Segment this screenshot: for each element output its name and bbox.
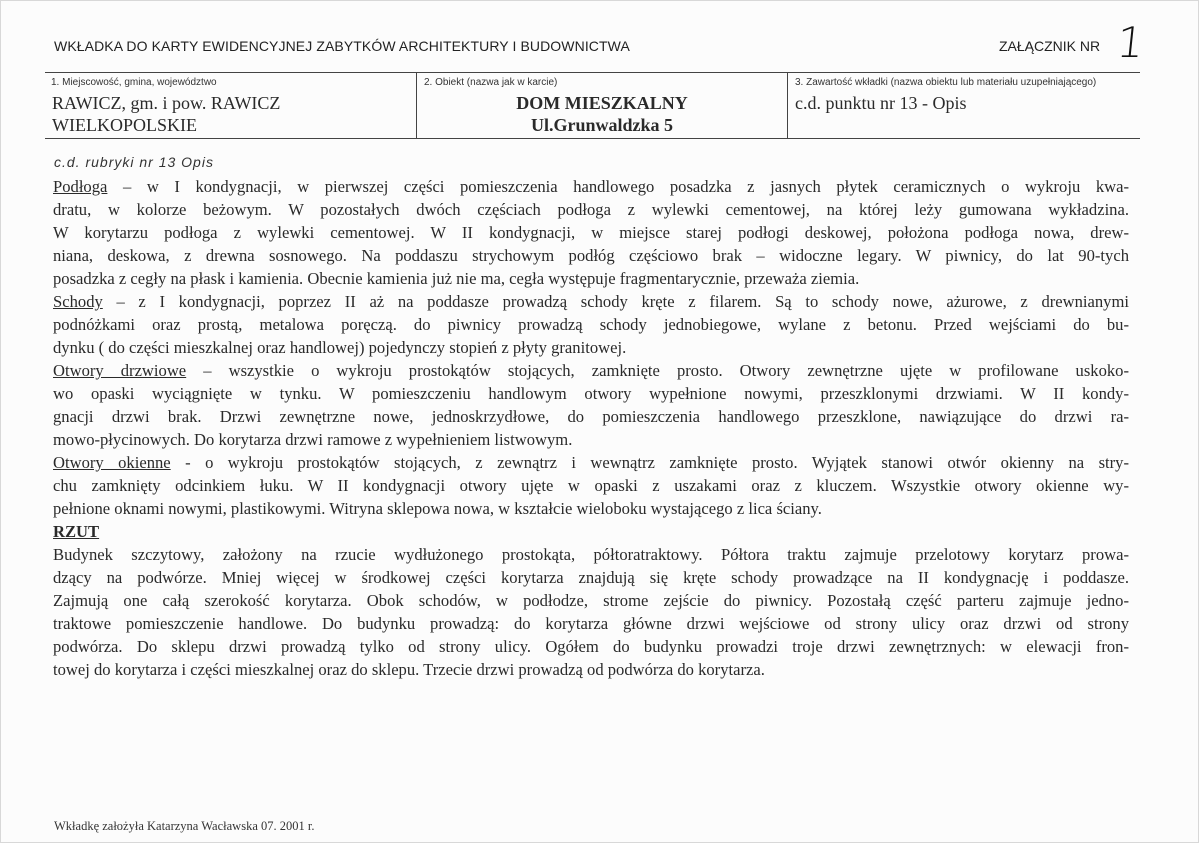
description-body [53, 175, 1129, 681]
text-line: Podłoga – w I kondygnacji, w pierwszej części pomieszczenia handlowego posadzka z jasnych płytek ceramicznych o wykroju kwa- [53, 177, 1129, 196]
location-line-1: RAWICZ, gm. i pow. RAWICZ [52, 93, 281, 113]
location-label: 1. Miejscowość, gmina, województwo [51, 77, 217, 88]
term-stairs: Schody [53, 292, 103, 311]
location-cell [45, 73, 417, 138]
content-cell [788, 73, 1140, 138]
term-windows: Otwory okienne [53, 453, 171, 472]
author-footer: Wkładkę założyła Katarzyna Wacławska 07. 2001 r. [54, 819, 315, 833]
text-line: mowo-płycinowych. Do korytarza drzwi ramowe z wypełnieniem listwowym. [53, 430, 573, 449]
text-line: gnacji drzwi brak. Drzwi zewnętrzne nowe, jednoskrzydłowe, do pomieszczenia handlowego przeszklone, nawiązujące do drzwi ra- [53, 407, 1129, 426]
text-line: dratu, w kolorze beżowym. W pozostałych dwóch częściach podłoga z wylewki cementowej, na której leży gumowana wykładzina. [53, 200, 1129, 219]
content-label: 3. Zawartość wkładki (nazwa obiektu lub materiału uzupełniającego) [795, 77, 1097, 88]
text-line: Otwory okienne - o wykroju prostokątów stojących, z zewnątrz i wewnątrz zamknięte prosto. Wyjątek stanowi otwór okienny na stry- [53, 453, 1130, 472]
text-line: W korytarzu podłoga z wylewki cementowej. W II kondygnacji, w miejsce starej podłogi deskowej, położona podłoga nowa, drew- [53, 223, 1129, 242]
content-line-1: c.d. punktu nr 13 - Opis [795, 93, 967, 113]
text-line: Otwory drzwiowe – wszystkie o wykroju prostokątów stojących, zamknięte prosto. Otwory zewnętrzne ujęte w profilowane uskoko- [53, 361, 1129, 380]
text-line: niana, deskowa, z drewna sosnowego. Na poddaszu strychowym podłóg częściowo brak – widoczne legary. W piwnicy, do lat 90-tych [53, 246, 1129, 265]
text-line: posadzka z cegły na płask i kamienia. Obecnie kamienia już nie ma, cegła występuje fragmentarycznie, przeważa ziemia. [53, 269, 860, 288]
text-line: Budynek szczytowy, założony na rzucie wydłużonego prostokąta, półtoratraktowy. Półtora traktu zajmuje przelotowy korytarz prowa- [53, 545, 1129, 564]
text-line: towej do korytarza i części mieszkalnej oraz do sklepu. Trzecie drzwi prowadzą od podwórza do korytarza. [53, 660, 765, 679]
object-label: 2. Obiekt (nazwa jak w karcie) [424, 77, 558, 88]
section-subheading: c.d. rubryki nr 13 Opis [54, 154, 214, 170]
object-value [417, 92, 787, 136]
text-line: traktowe pomieszczenie handlowe. Do budynku prowadzą: do korytarza główne drzwi wejściowe od strony ulicy oraz drzwi od strony [53, 614, 1129, 633]
text-line: dzący na podwórze. Mniej więcej w środkowej części korytarza znajdują się kręte schody prowadzące na II kondygnację i poddasze. [53, 568, 1129, 587]
annex-number: 1 [1114, 18, 1147, 67]
content-value [795, 92, 1136, 114]
object-cell [417, 73, 788, 138]
text-line: pełnione oknami nowymi, plastikowymi. Witryna sklepowa nowa, w kształcie wieloboku wystającego z lica ściany. [53, 499, 822, 518]
text-line: Schody – z I kondygnacji, poprzez II aż na poddasze prowadzą schody kręte z filarem. Są to schody nowe, ażurowe, z drewnianymi [53, 292, 1129, 311]
object-line-2: Ul.Grunwaldzka 5 [530, 115, 674, 135]
rzut-heading: RZUT [53, 522, 100, 541]
text-line: dynku ( do części mieszkalnej oraz handlowej) pojedynczy stopień z płyty granitowej. [53, 338, 627, 357]
text-line: wo opaski wyciągnięte w tynku. W pomieszczeniu handlowym otwory wypełnione nowymi, przeszklonymi drzwiami. W II kondy- [53, 384, 1129, 403]
text-line: podwórza. Do sklepu drzwi prowadzą tylko od strony ulicy. Ogółem do budynku prowadzi troje drzwi zewnętrznych: w elewacji fron- [53, 637, 1129, 656]
term-floor: Podłoga [53, 177, 108, 196]
text-line: podnóżkami oraz prostą, metalowa poręczą. do piwnicy prowadzą schody jednobiegowe, wylane z betonu. Przed wejściami do bu- [53, 315, 1129, 334]
term-doors: Otwory drzwiowe [53, 361, 187, 380]
info-table [45, 72, 1140, 139]
location-line-2: WIELKOPOLSKIE [52, 115, 197, 135]
object-line-1: DOM MIESZKALNY [516, 93, 688, 113]
location-value [52, 92, 412, 136]
text-line: chu zamknięty odcinkiem łuku. W II kondygnacji otwory ujęte w opaski z uszakami oraz z kluczem. Wszystkie otwory okienne wy- [53, 476, 1129, 495]
annex-label: ZAŁĄCZNIK NR [999, 38, 1101, 54]
form-title: WKŁADKA DO KARTY EWIDENCYJNEJ ZABYTKÓW ARCHITEKTURY I BUDOWNICTWA [54, 38, 630, 54]
text-line: Zajmują one całą szerokość korytarza. Obok schodów, w podłodze, strome zejście do piwnicy. Pozostałą część parteru zajmuje jedno- [53, 591, 1129, 610]
